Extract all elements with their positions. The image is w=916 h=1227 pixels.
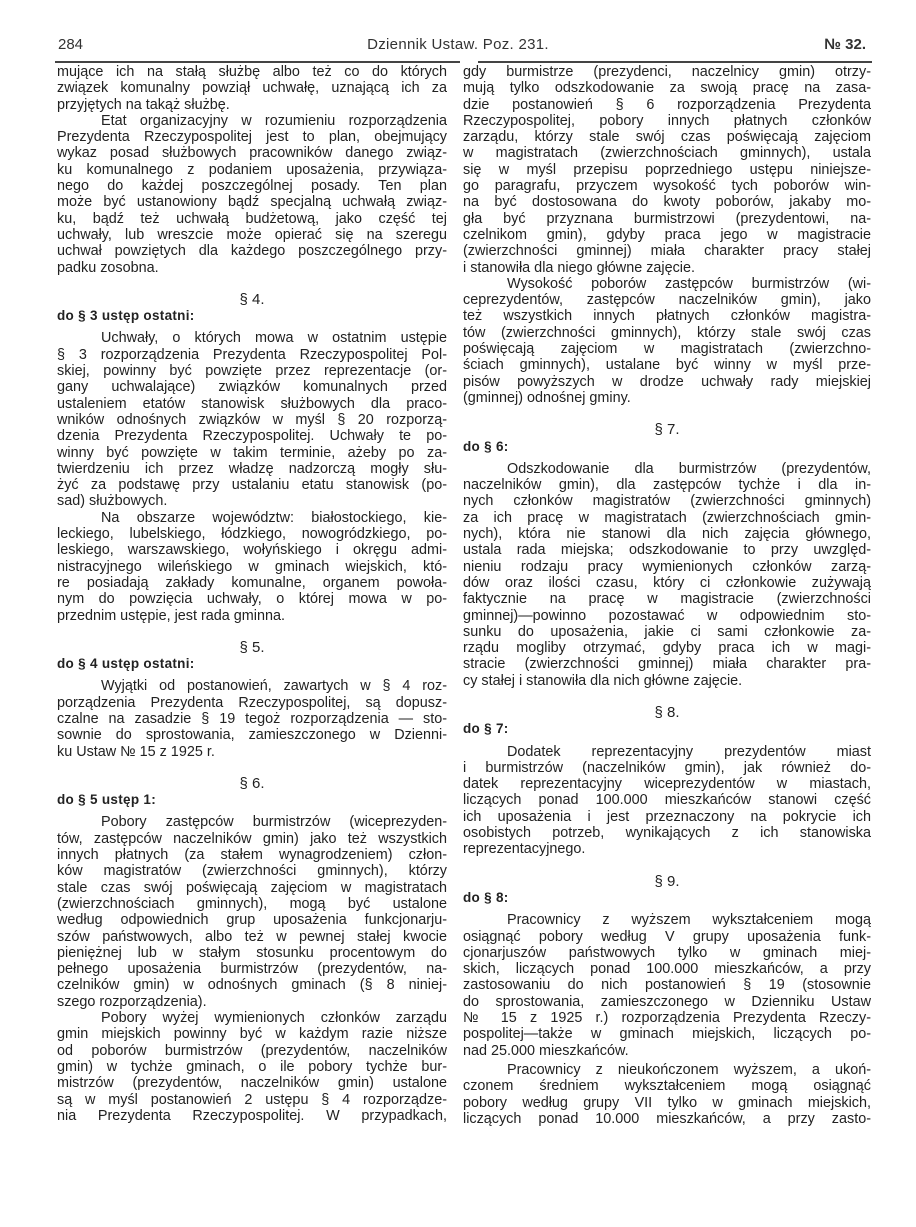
text-line: re posiadają zakłady komunalne, organem powoła- [57,574,447,591]
paragraph [57,1010,447,1124]
text-line: czelników gmin) w odnośnych gminach (§ 8 niniej- [57,977,447,994]
text-line: (zwierzchności gminnej) miała charakter pracy stałej [463,243,871,260]
text-line: cjonarjuszów państwowych tylko w gminach miej- [463,944,871,961]
text-line: przednim ustępie, jest rada gminna. [57,607,285,624]
left-column [57,64,447,1124]
section-heading: § 5. [239,638,265,656]
text-line: ku komunalnego z podaniem uposażenia, przywiąza- [57,161,447,178]
text-line: Wysokość poborów zastępców burmistrzów (wi- [507,275,871,292]
text-line: § 3 rozporządzenia Prezydenta Rzeczypospolitej Pol- [57,346,447,363]
text-line: szów państwowych, albo też w pewnej stałej kwocie [57,928,447,945]
paragraph [57,64,447,113]
paragraph [463,1062,871,1127]
text-line: tów, zastępców naczelników gmin) jako też wszystkich [57,830,447,847]
text-line: uchwał powziętych dla każdego poszczególnego przy- [57,243,447,260]
text-line: uchwały, lub wreszcie może opierać się na szeregu [57,226,447,243]
text-line: ku, bądź też uchwałą budżetową, jako część tej [57,210,447,227]
text-line: za ich pracę w magistratach (zwierzchnościach gmin- [463,509,871,526]
text-line: mistrzów (prezydentów, naczelników gmin) ustalone [57,1075,447,1092]
paragraph [57,814,447,1010]
section-reference: do § 5 ustęp 1: [57,792,157,808]
text-line: gminnej)—powinno pozostawać w odpowiednim sto- [463,607,871,624]
paragraph [463,276,871,406]
text-line: gła być przyznana burmistrzowi (prezydentowi, na- [463,210,871,227]
text-line: ustala rada miejska; odszkodowanie to przy uwzględ- [463,542,871,559]
text-line: od poborów burmistrzów (prezydentów, naczelników [57,1042,447,1059]
text-line: leskiego, warszawskiego, wołyńskiego i okręgu admi- [57,542,447,559]
text-line: zarządu, którzy stale swój czas poświęcają zajęciom [463,129,871,146]
text-line: według odpowiednich grup uposażenia funkcjonarju- [57,912,447,929]
text-line: żyć za podstawę przy ustalaniu etatu stanowisk (po- [57,477,447,494]
right-column [463,64,871,1127]
text-line: i stanowiła dla niego główne zajęcie. [463,259,695,276]
text-line: tów (zwierzchności gminnych), którzy stale swój czas [463,324,871,341]
text-line: nego do każdej poszczególnej posady. Ten plan [57,178,447,195]
text-line: liczących ponad 10.000 mieszkańców, a przy zasto- [463,1110,871,1127]
paragraph [463,64,871,276]
paragraph [463,744,871,858]
text-line: Pobory zastępców burmistrzów (wiceprezyden- [101,814,447,831]
text-line: Na obszarze województw: białostockiego, kie- [101,509,447,526]
text-line: dzie postanowień § 6 rozporządzenia Prezydenta [463,96,871,113]
text-line: przyjętych na takąż służbę. [57,96,230,113]
text-line: czelnikom gmin), gdyby praca jego w magistracie [463,226,871,243]
text-line: osobistych potrzeb, wynikających z ich stanowiska [463,825,871,842]
issue-number: № 32. [824,36,866,53]
text-line: ich uposażenia i jest przeznaczony na pokrycie ich [463,808,871,825]
text-line: leckiego, lubelskiego, łódzkiego, nowogródzkiego, po- [57,526,447,543]
text-line: sownie do sprostowania, zamieszczonego w Dzienni- [57,727,447,744]
text-line: pospolitej—także w gminach miejskich, liczących po- [463,1026,871,1043]
running-title: Dziennik Ustaw. Poz. 231. [367,36,549,53]
text-line: Uchwały, o których mowa w ostatnim ustępie [101,330,447,347]
text-line: gany uchwalające) związków komunalnych przed [57,379,447,396]
section-reference: do § 6: [463,438,509,454]
text-line: Pracownicy z wyższem wykształceniem mogą [507,912,871,929]
text-line: porządzenia Prezydenta Rzeczypospolitej, są dopusz- [57,694,447,711]
text-line: stale czas swój poświęcają zajęciom w magistratach [57,879,447,896]
text-line: czalne na zasadzie § 19 tegoż rozporządzenia — sto- [57,710,447,727]
text-line: do sprostowania, zamieszczonego w Dzienniku Ustaw [463,993,871,1010]
section-reference: do § 8: [463,889,509,905]
text-line: sad) służbowych. [57,493,168,510]
text-line: nych członków magistratów (zwierzchności gminnych) [463,493,871,510]
paragraph [463,912,871,1059]
paragraph [57,330,447,509]
text-line: nym do powzięcia uchwały, o której mowa w po- [57,591,447,608]
text-line: ustaleniem etatów stanowisk służbowych dla praco- [57,395,447,412]
text-line: skich, liczących ponad 100.000 mieszkańców, a przy [463,961,871,978]
text-line: czonem średniem wykształceniem mogą osiągnąć [463,1078,871,1095]
text-line: naczelników gmin), dla zastępców tychże i dla in- [463,477,871,494]
section-reference: do § 4 ustęp ostatni: [57,656,195,672]
text-line: Rzeczypospolitej, pobory innych płatnych członków [463,112,871,129]
text-line: stracie (zwierzchności gminnej) miała charakter pra- [463,656,871,673]
text-line: ściach gminnych), ustalane być winny w myśl prze- [463,357,871,374]
text-line: rządu mogliby otrzymać, gdyby praca ich w magi- [463,640,871,657]
header-rule-right [478,61,872,63]
text-line: dzenia Prezydenta Rzeczypospolitej. Uchwały te po- [57,428,447,445]
text-line: Wyjątki od postanowień, zawartych w § 4 roz- [101,678,447,695]
text-line: pełnego uposażenia burmistrzów (prezydentów, na- [57,961,447,978]
text-line: skiej, powinny być powzięte przez reprezentacje (or- [57,363,447,380]
text-line: dów oraz ilości czasu, który ci członkowie zużywają [463,574,871,591]
text-line: zastosowaniu do nich postanowień § 19 (stosownie [463,977,871,994]
text-line: pieniężnej lub w stałym stosunku procentowym do [57,944,447,961]
text-line: poświęcają zajęciom w magistratach (zwierzchno- [463,341,871,358]
text-line: nych), która nie stanowi dla nich zajęcia głównego, [463,526,871,543]
page-number: 284 [58,36,84,53]
text-line: № 15 z 1925 r.) rozporządzenia Prezydenta Rzeczy- [463,1010,871,1027]
text-line: mują tylko odszkodowanie za swoją pracę na zasa- [463,80,871,97]
text-line: gdy burmistrze (prezydenci, naczelnicy gmin) otrzy- [463,64,871,80]
text-line: może być ustanowiony bądź specjalną uchwałą związ- [57,194,447,211]
text-line: reprezentacyjnego. [463,841,586,858]
text-line: padku zosobna. [57,259,159,276]
section-heading: § 4. [239,290,265,308]
section-reference: do § 7: [463,721,509,737]
text-line: Pracownicy z nieukończonem wyższem, a ukoń- [507,1061,871,1078]
section-heading: § 7. [654,421,680,439]
paragraph [463,461,871,689]
text-line: mujące ich na stałą służbę albo też co do których [57,64,447,80]
text-line: liczących ponad 100.000 mieszkańców stanowi część [463,792,871,809]
paragraph [57,510,447,624]
text-line: (zwierzchnościach gminnych), mogą być ustalone [57,895,447,912]
text-line: gmin miejskich powinny być w każdym razie niższe [57,1026,447,1043]
text-line: nistracyjnego wileńskiego w gminach wiejskich, któ- [57,558,447,575]
text-line: Odszkodowanie dla burmistrzów (prezydentów, [507,460,871,477]
text-line: cy stałej i stanowiła dla nich główne zajęcie. [463,672,743,689]
text-line: ceprezydentów, zastępców naczelników gmin), jako [463,292,871,309]
text-line: gmin) w tychże gminach, o ile pobory tychże bur- [57,1058,447,1075]
text-line: datek reprezentacyjny wiceprezydentów w miastach, [463,776,871,793]
header-rule-left [55,61,460,63]
text-line: faktycznie na pracę w magistracie (zwierzchności [463,591,871,608]
text-line: wników odnośnych związków w myśl § 20 rozporzą- [57,411,447,428]
section-heading: § 9. [654,872,680,890]
text-line: Dodatek reprezentacyjny prezydentów miast [507,743,871,760]
text-line: ków magistratów (zwierzchności gminnych), którzy [57,863,447,880]
text-line: Etat organizacyjny w rozumieniu rozporządzenia [101,112,447,129]
section-heading: § 8. [654,703,680,721]
text-line: innych płatnych (za stałem wynagrodzeniem) człon- [57,847,447,864]
paragraph [57,113,447,276]
text-line: osiągnąć pobory według V grupy uposażenia funk- [463,928,871,945]
text-line: nieniu rodzaju pracy wymienionych członków zarzą- [463,558,871,575]
text-line: wykaz posad służbowych pracowników danego związ- [57,145,447,162]
text-line: nad 25.000 mieszkańców. [463,1042,629,1059]
text-line: na być dostosowana do kwoty poborów, jakaby mo- [463,194,871,211]
text-line: pisów powyższych w drodze uchwały rady miejskiej [463,373,871,390]
text-line: się w myśl przepisu poprzedniego ustępu niniejsze- [463,161,871,178]
text-line: go paragrafu, przyczem wysokość tych poborów win- [463,178,871,195]
section-reference: do § 3 ustęp ostatni: [57,308,195,324]
section-heading: § 6. [239,774,265,792]
text-line: sunku do uposażenia, jakie ci sami członkowie za- [463,623,871,640]
text-line: (gminnej) odnośnej gminy. [463,389,631,406]
text-line: szego rozporządzenia). [57,993,207,1010]
text-line: nia Prezydenta Rzeczypospolitej. W przypadkach, [57,1107,447,1124]
text-line: ku Ustaw № 15 z 1925 r. [57,743,215,760]
text-line: winny być powzięte w takim terminie, ażeby po za- [57,444,447,461]
text-line: Prezydenta Rzeczypospolitej jest to plan, obejmujący [57,129,447,146]
text-line: pobory według grupy VII tylko w gminach miejskich, [463,1094,871,1111]
paragraph [57,678,447,759]
text-line: związek komunalny powziął uchwałę, uznającą ich za [57,80,447,97]
text-line: Pobory wyżej wymienionych członków zarządu [101,1010,447,1027]
text-line: i burmistrzów (naczelników gmin), jak również do- [463,759,871,776]
text-line: też wszystkich innych płatnych członków magistra- [463,308,871,325]
text-line: w magistratach (zwierzchnościach gminnych), ustala [463,145,871,162]
text-line: są w myśl postanowień 2 ustępu § 4 rozporządze- [57,1091,447,1108]
text-line: twierdzeniu ich przez władzę nadzorczą mogły słu- [57,460,447,477]
